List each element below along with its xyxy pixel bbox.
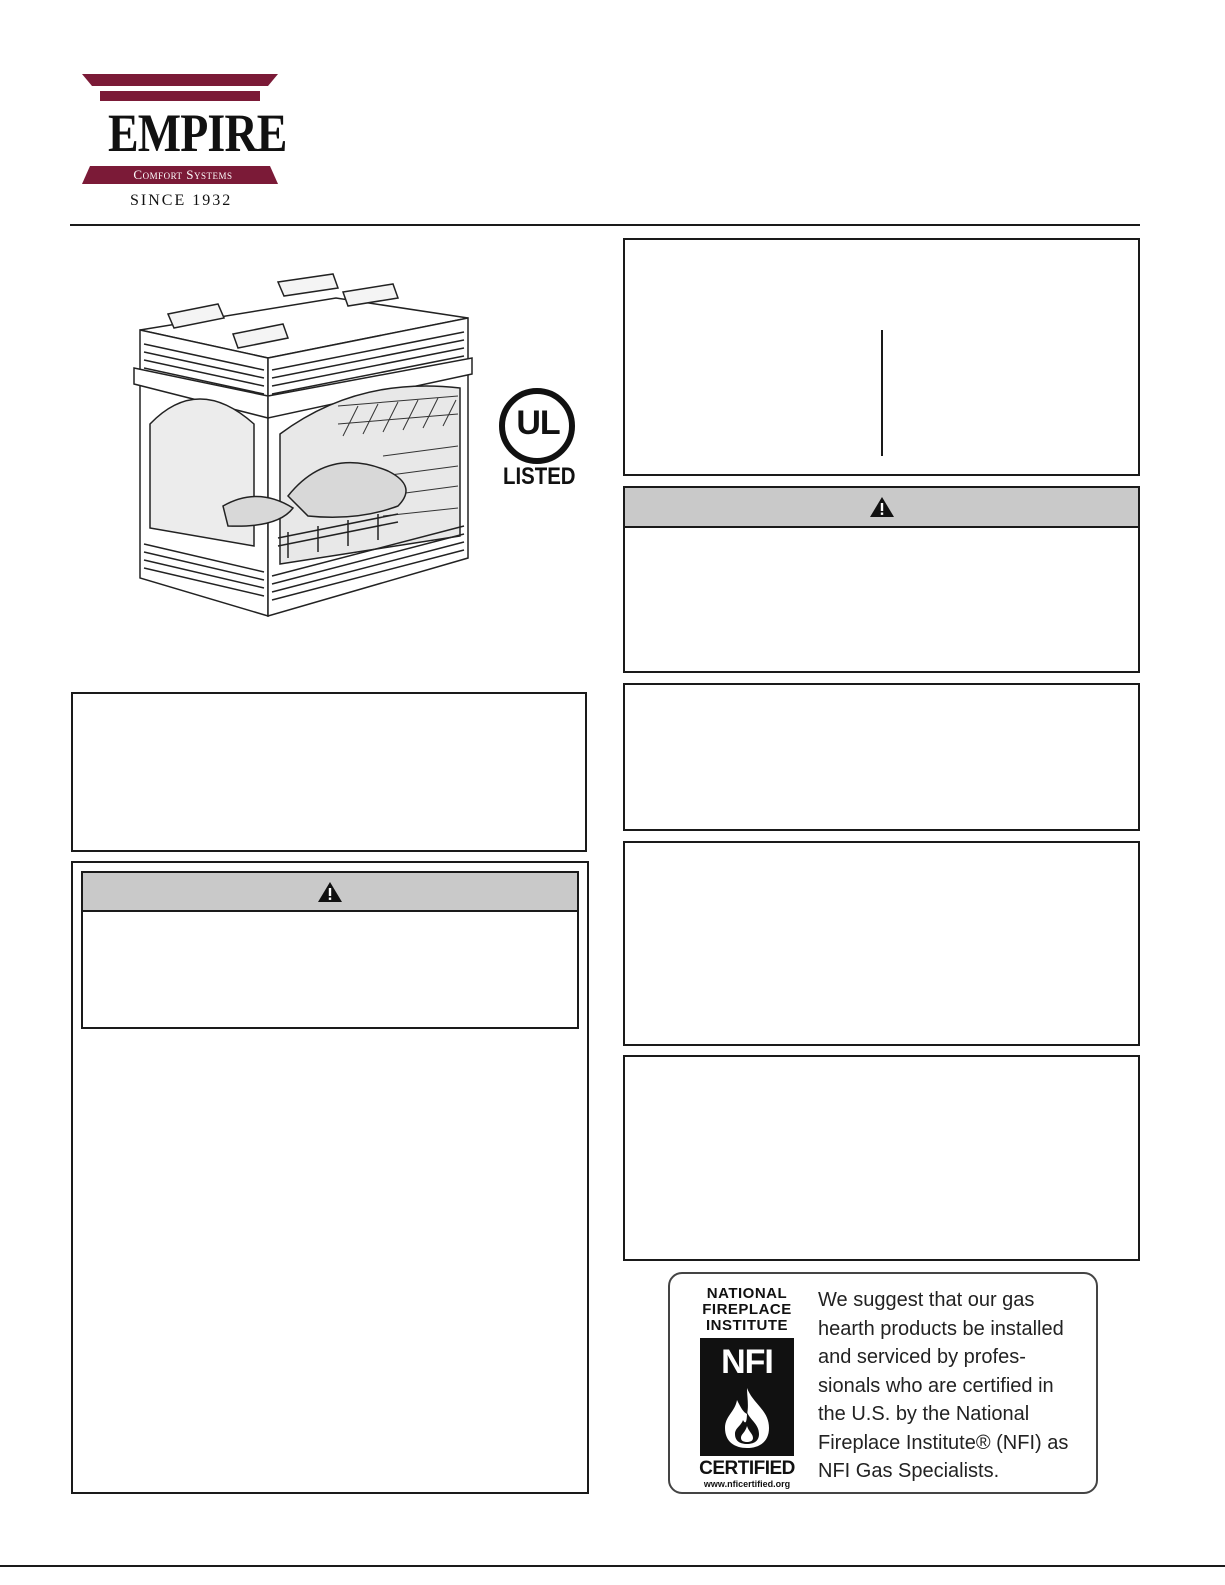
nfi-title-line: FIREPLACE bbox=[702, 1301, 792, 1318]
nfi-title-line: NATIONAL bbox=[706, 1285, 788, 1302]
ul-caption: LISTED bbox=[503, 463, 576, 490]
nfi-text-line: We suggest that our gas bbox=[818, 1289, 1035, 1311]
info-box-left bbox=[71, 692, 587, 852]
nfi-text-line: sionals who are certified in bbox=[818, 1374, 1054, 1397]
nfi-text-line: the U.S. by the National bbox=[818, 1403, 1030, 1425]
warning-triangle-icon bbox=[317, 881, 343, 903]
nfi-url: www.nficertified.org bbox=[703, 1479, 791, 1489]
nfi-text-line: hearth products be installed bbox=[818, 1317, 1064, 1340]
nfi-logo-icon bbox=[700, 1338, 794, 1456]
nfi-certified-label: CERTIFIED bbox=[699, 1458, 795, 1479]
model-info-box bbox=[623, 238, 1140, 476]
nfi-title-line: INSTITUTE bbox=[706, 1317, 788, 1334]
nfi-title bbox=[692, 1286, 802, 1334]
ul-letters: UL bbox=[516, 404, 560, 442]
warning-triangle-icon bbox=[869, 496, 895, 518]
warning-header bbox=[83, 873, 577, 912]
logo-tagline: Comfort Systems bbox=[133, 167, 233, 182]
warning-box-left bbox=[81, 871, 579, 1029]
logo-since: SINCE 1932 bbox=[130, 192, 233, 209]
warning-box-right bbox=[623, 486, 1140, 673]
nfi-text-line: Fireplace Institute® (NFI) as bbox=[818, 1431, 1069, 1454]
nfi-text-line: NFI Gas Specialists. bbox=[818, 1460, 1000, 1482]
logo-brand: EMPIRE bbox=[108, 103, 287, 163]
header-rule bbox=[70, 224, 1140, 226]
info-box-right-3 bbox=[623, 1055, 1140, 1261]
model-divider bbox=[881, 330, 883, 456]
nfi-text-line: and serviced by profes- bbox=[818, 1346, 1026, 1368]
info-box-right-2 bbox=[623, 841, 1140, 1046]
warning-section-left bbox=[71, 861, 589, 1494]
info-box-right-1 bbox=[623, 683, 1140, 831]
nfi-abbr: NFI bbox=[721, 1343, 773, 1381]
nfi-certification-card bbox=[668, 1272, 1098, 1494]
fireplace-illustration bbox=[128, 246, 478, 618]
flame-icon bbox=[717, 1386, 777, 1450]
footer-rule bbox=[0, 1565, 1225, 1567]
warning-header bbox=[625, 488, 1138, 528]
nfi-statement bbox=[818, 1286, 1068, 1486]
